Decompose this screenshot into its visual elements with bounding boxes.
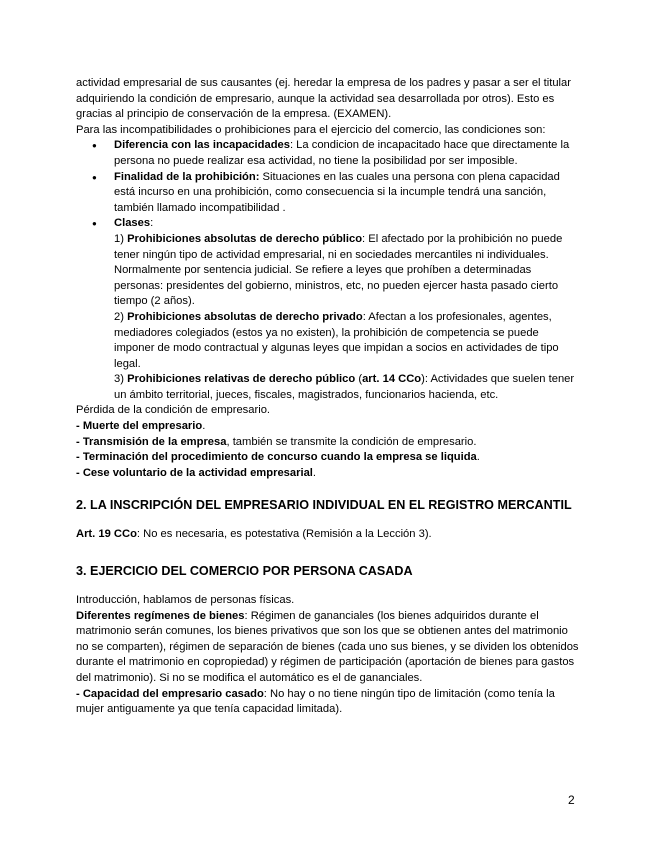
bullet-clases bbox=[76, 216, 580, 403]
clase-mid: ( bbox=[355, 373, 363, 386]
section3-heading: 3. EJERCICIO DEL COMERCIO POR PERSONA CASADA bbox=[76, 564, 413, 579]
clase-number: 3) bbox=[114, 373, 128, 386]
clase-item bbox=[114, 232, 580, 310]
perdida-bold: Terminación del procedimiento de concurso cuando la empresa se liquida bbox=[82, 451, 477, 464]
clase-text: : Afectan a los profesionales, agentes, mediadores colegiados (estos ya no existen), la prohibición de competencia se puede imponer de modo contractual y algunas leyes que impidan a socios en actividades de tipo legal. bbox=[114, 310, 559, 370]
section2-article: Art. 19 CCo bbox=[76, 528, 137, 541]
perdida-title: Pérdida de la condición de empresario. bbox=[76, 404, 271, 417]
bullet-term: Clases bbox=[114, 217, 151, 230]
incompat-intro: Para las incompatibilidades o prohibiciones para el ejercicio del comercio, las condiciones son: bbox=[76, 123, 546, 136]
perdida-prefix: - bbox=[76, 451, 83, 464]
clase-item bbox=[114, 310, 580, 372]
perdida-bold: Transmisión de la empresa bbox=[82, 435, 227, 448]
conditions-list bbox=[76, 138, 580, 403]
bullet-finalidad bbox=[76, 170, 580, 217]
bullet-term: Finalidad de la prohibición: bbox=[114, 170, 260, 183]
perdida-item bbox=[76, 419, 580, 435]
perdida-rest: . bbox=[476, 451, 480, 464]
bullet-text: : La condicion de incapacitado hace que directamente la persona no puede realizar esa actividad, no tiene la posibilidad por ser imposible. bbox=[114, 139, 570, 167]
capacity-prefix: - bbox=[76, 687, 83, 700]
document-page bbox=[76, 76, 580, 718]
section3-intro: Introducción, hablamos de personas físicas. bbox=[76, 594, 295, 607]
perdida-rest: . bbox=[202, 420, 206, 433]
perdida-item bbox=[76, 466, 580, 482]
clase-article: art. 14 CCo bbox=[362, 373, 422, 386]
page-number: 2 bbox=[568, 793, 575, 807]
regimes-text: : Régimen de gananciales (los bienes adquiridos durante el matrimonio serán comunes, los bienes privativos que son los que se obtienen antes del matrimonio no se comparten), régimen de separación de bienes (cada uno sus bienes, y se dividen los obtenidos durante el matrimonio en copropiedad) y régimen de participación (aportación de bienes para gastos del matrimonio). Si no se modifica el automático es el de gananciales. bbox=[76, 609, 579, 684]
bullet-term: Diferencia con las incapacidades bbox=[114, 139, 290, 152]
perdida-rest: . bbox=[312, 466, 317, 479]
bullet-text: : bbox=[150, 217, 154, 230]
section3-regimes bbox=[76, 609, 580, 687]
perdida-item bbox=[76, 435, 580, 451]
section2-paragraph bbox=[76, 527, 580, 543]
perdida-item bbox=[76, 450, 580, 466]
perdida-rest: , también se transmite la condición de empresario. bbox=[226, 435, 477, 448]
clase-text: ): Actividades que suelen tener un ámbito territorial, jueces, fiscales, magistrados, funcionarios hacienda, etc. bbox=[114, 373, 575, 401]
clase-term: Prohibiciones relativas de derecho público bbox=[127, 373, 356, 386]
clase-term: Prohibiciones absolutas de derecho privado bbox=[127, 310, 363, 323]
clase-term: Prohibiciones absolutas de derecho público bbox=[127, 232, 363, 245]
capacity-text: : No hay o no tiene ningún tipo de limitación (como tenía la mujer antiguamente ya que tenía capacidad limitada). bbox=[76, 687, 555, 716]
bullet-diferencia bbox=[76, 138, 580, 169]
capacity-term: Capacidad del empresario casado bbox=[82, 687, 264, 700]
clase-item bbox=[114, 372, 580, 403]
perdida-bold: Muerte del empresario bbox=[82, 420, 203, 433]
bullet-text: Situaciones en las cuales una persona con plena capacidad está incurso en una prohibición, como consecuencia si la incumple tendrá una sanción, también llamado incompatibilidad . bbox=[114, 170, 560, 214]
perdida-prefix: - bbox=[76, 466, 83, 479]
regimes-term: Diferentes regímenes de bienes bbox=[76, 609, 245, 622]
section3-capacity bbox=[76, 687, 580, 718]
perdida-prefix: - bbox=[76, 435, 83, 448]
perdida-prefix: - bbox=[76, 420, 83, 433]
clase-number: 1) bbox=[114, 232, 128, 245]
intro-paragraph: actividad empresarial de sus causantes (ej. heredar la empresa de los padres y pasar a ser el titular adquiriendo la condición de empresario, aunque la actividad sea desarrollada por otros). Esto es gracias al principio de conservación de la empresa. (EXAMEN). bbox=[76, 77, 571, 121]
clase-number: 2) bbox=[114, 310, 128, 323]
perdida-bold: Cese voluntario de la actividad empresarial bbox=[82, 466, 313, 479]
section2-text: : No es necesaria, es potestativa (Remisión a la Lección 3). bbox=[136, 528, 432, 541]
section2-heading: 2. LA INSCRIPCIÓN DEL EMPRESARIO INDIVIDUAL EN EL REGISTRO MERCANTIL bbox=[76, 498, 572, 513]
clase-text: : El afectado por la prohibición no puede tener ningún tipo de actividad empresarial, ni en sociedades mercantiles ni individuales. Normalmente por sentencia judicial. Se refiere a leyes que prohíben a determinadas personas: presidentes del gobierno, ministros, etc, no pueden ejercer hasta pasado cierto tiempo (2 años). bbox=[114, 232, 563, 308]
